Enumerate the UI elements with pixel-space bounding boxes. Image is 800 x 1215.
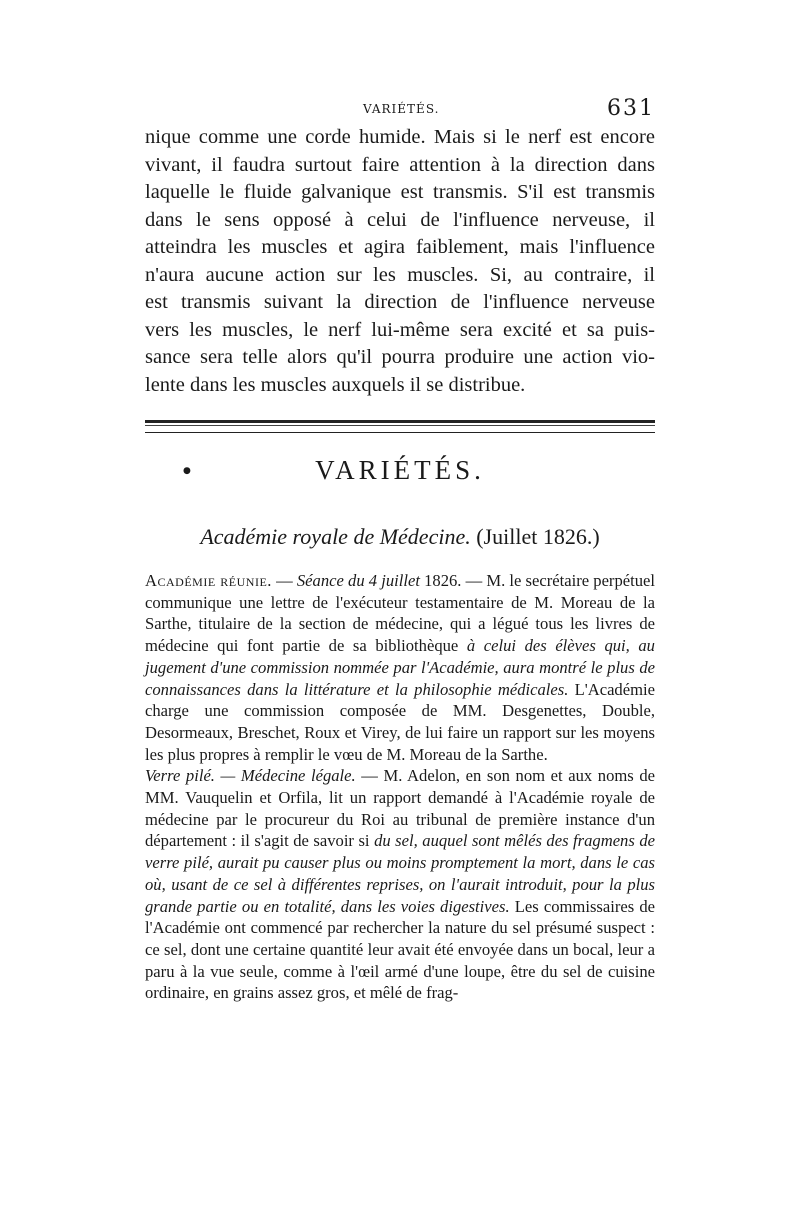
text-line: laquelle le fluide galvanique est transmis. S'il est transmis: [145, 181, 655, 203]
paragraph-italic: à celui des élèves qui, au jugement d'une commission nommée par l'Académie, aura montré le plus de connaissances dans la littérature et la philosophie médicales.: [145, 636, 655, 699]
session-date: Séance du 4 juillet: [296, 571, 420, 590]
paragraph-lead: Verre pilé. — Médecine légale.: [145, 766, 356, 786]
continued-paragraph: [145, 124, 655, 399]
text-line: n'aura aucune action sur les muscles. Si, au contraire, il: [145, 263, 655, 286]
text-line: vers les muscles, le nerf lui-même sera excité et sa puis-: [145, 318, 655, 341]
text-line: vivant, il faudra surtout faire attention à la direction dans: [145, 153, 655, 176]
running-title: VARIÉTÉS.: [363, 102, 440, 116]
paragraph-verre-pile: [145, 765, 655, 1004]
paragraph-text: Les commissaires de l'Académie ont commencé par rechercher la nature du sel présumé suspect : ce sel, dont une certaine quantité leur avait été envoyée dans un bocal, leur a paru à la vue seule, comme à l'œil armé d'une loupe, être du sel de cuisine ordinaire, en grains assez gros, et mêlé de frag-: [145, 896, 655, 1003]
subtitle-institution: Académie royale de Médecine.: [200, 524, 471, 549]
report-body: [145, 570, 655, 1004]
paragraph-lead: Académie réunie.: [145, 571, 272, 590]
text-line: lente dans les muscles auxquels il se distribue.: [145, 373, 526, 396]
section-subtitle: [145, 524, 655, 550]
text-line: nique comme une corde humide. Mais si le nerf est encore: [145, 126, 655, 148]
text-line: atteindra les muscles et agira faiblement, mais l'influence: [145, 236, 655, 258]
paragraph-academie-reunie: [145, 570, 655, 765]
section-divider: [145, 420, 655, 433]
session-year: 1826. —: [419, 571, 487, 590]
subtitle-date: (Juillet 1826.): [470, 524, 600, 549]
paragraph-text: M. le secrétaire perpétuel communique une lettre de l'exécuteur testamentaire de M. Moreau de la Sarthe, titulaire de la section de médecine, qui a légué tous les livres de médecine qui font partie de sa bibliothèque: [145, 571, 656, 656]
text-line: dans le sens opposé à celui de l'influence nerveuse, il: [145, 208, 655, 231]
paragraph-text: L'Académie charge une commission composée de MM. Desgenettes, Double, Desormeaux, Breschet, Roux et Virey, de lui faire un rapport sur les moyens les plus propres à remplir le vœu de M. Moreau de la Sarthe.: [145, 679, 655, 764]
ornament-dot: ●: [183, 466, 191, 476]
page-number: 631: [607, 96, 655, 121]
text-line: est transmis suivant la direction de l'influence nerveuse: [145, 291, 655, 313]
dash: —: [271, 571, 297, 590]
section-title: VARIÉTÉS.: [315, 455, 485, 485]
paragraph-italic: du sel, auquel sont mêlés des fragmens de verre pilé, aurait pu causer plus ou moins promptement la mort, dans le cas où, usant de ce sel à différentes reprises, on l'aurait introduit, pour la plus grande partie ou en totalité, dans les voies digestives.: [145, 831, 655, 916]
text-line: sance sera telle alors qu'il pourra produire une action vio-: [145, 346, 655, 368]
paragraph-text: — M. Adelon, en son nom et aux noms de MM. Vauquelin et Orfila, lit un rapport demandé à l'Académie royale de médecine par le procureur du Roi au tribunal de première instance d'un département : il s'agit de savoir si: [145, 766, 655, 851]
